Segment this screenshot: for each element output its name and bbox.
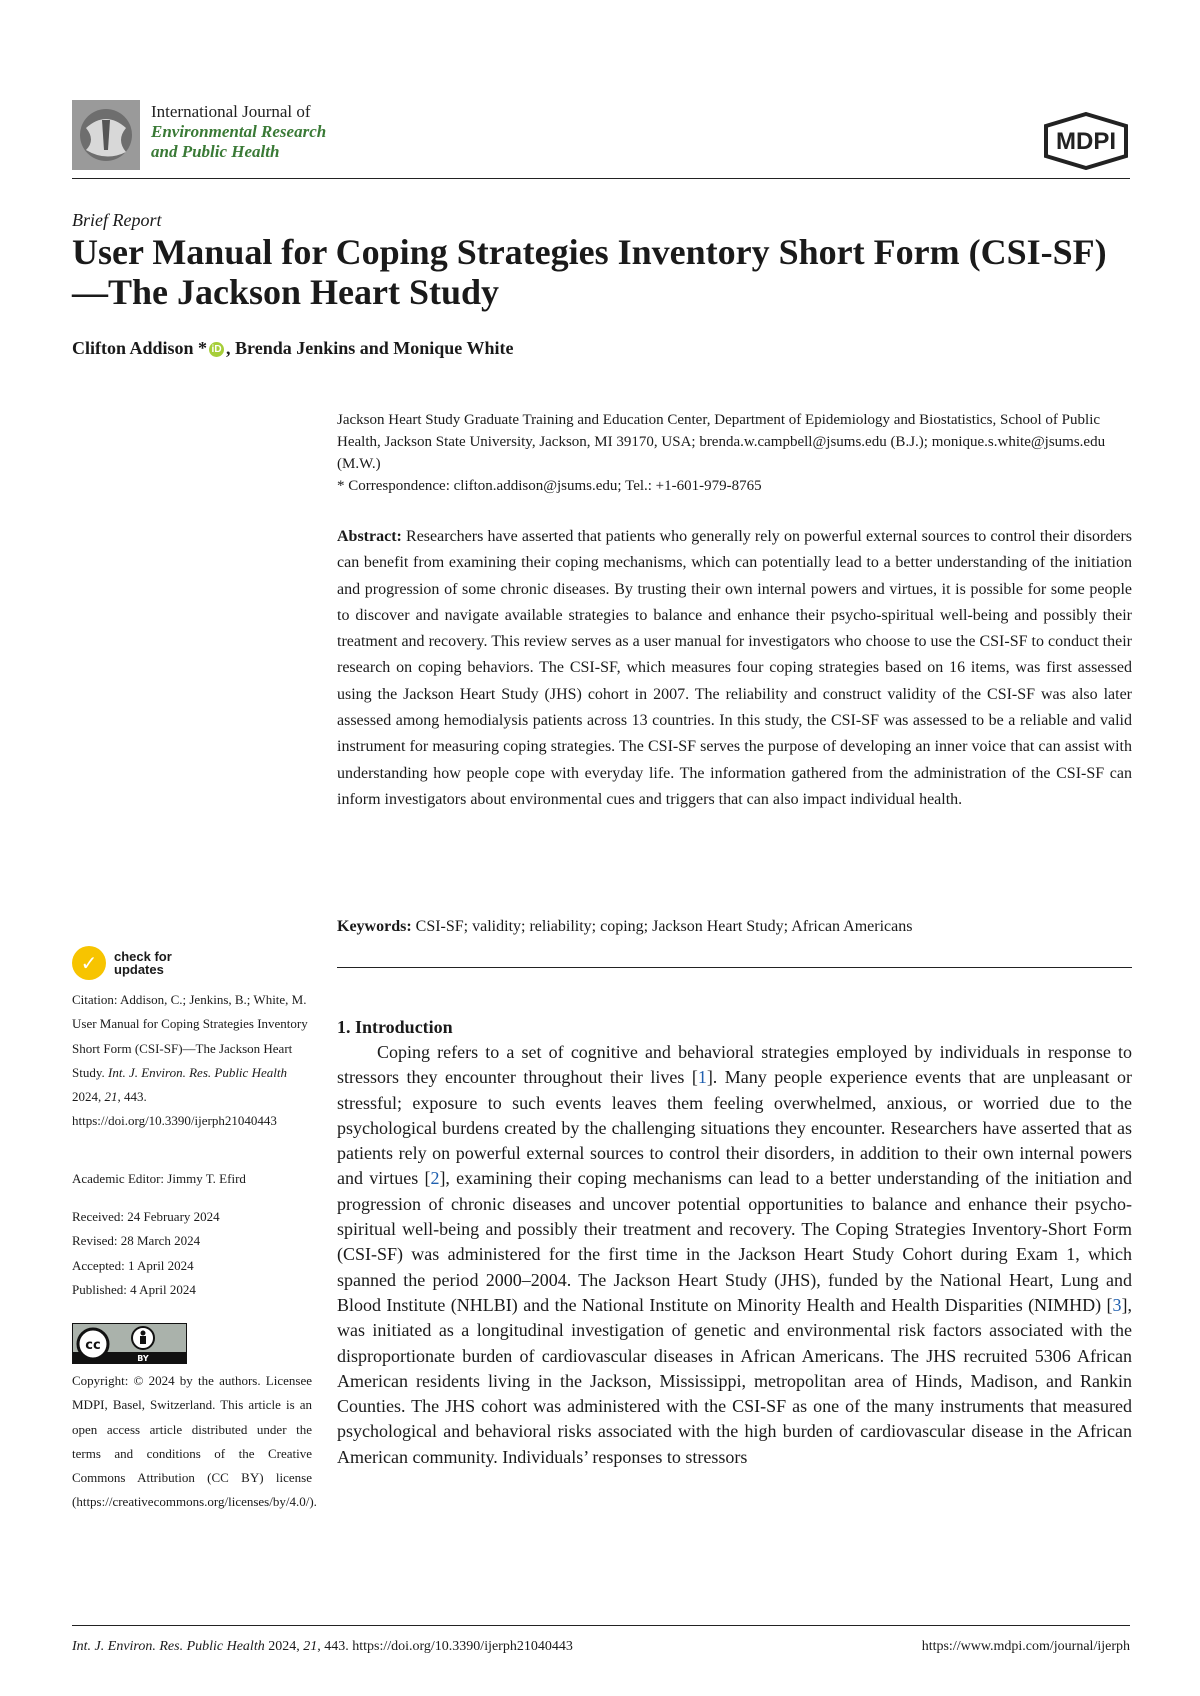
journal-name-line2: Environmental Research (151, 122, 327, 141)
author-others: , Brenda Jenkins and Monique White (226, 338, 514, 358)
footer-citation (72, 1639, 573, 1655)
keywords-label: Keywords: (337, 918, 412, 935)
journal-emblem-icon (72, 100, 140, 170)
abstract-label: Abstract: (337, 528, 402, 545)
footer-volume: 21 (303, 1639, 318, 1654)
footer-year: 2024, (264, 1639, 304, 1654)
footer-journal: Int. J. Environ. Res. Public Health (72, 1639, 265, 1654)
cc-by-icon (73, 1324, 186, 1363)
correspondence: * Correspondence: clifton.addison@jsums.edu; Tel.: +1-601-979-8765 (337, 478, 762, 494)
journal-url-link[interactable]: https://www.mdpi.com/journal/ijerph (921, 1639, 1130, 1654)
article-title: User Manual for Coping Strategies Inventory Short Form (CSI-SF)—The Jackson Heart Study (72, 232, 1107, 312)
citation-volume: 21 (104, 1089, 118, 1105)
date-accepted: Accepted: 1 April 2024 (72, 1257, 194, 1273)
section-divider (337, 967, 1132, 968)
journal-name-line1: International Journal of (151, 102, 311, 121)
mdpi-logo (1042, 112, 1130, 170)
keywords-text: CSI-SF; validity; reliability; coping; Jackson Heart Study; African Americans (415, 918, 913, 935)
introduction-paragraph (337, 1040, 1132, 1470)
body-text-2: ]. Many people experience events that are unpleasant or stressful; exposure to such events leaves them feeling overwhelmed, anxious, or worried due to the psychological burdens created by the challenging situations they encounter. Researchers have asserted that as patients rely on powerful external sources to control their disorders, in addition to their own internal powers and virtues [ (337, 1067, 1132, 1189)
citation-doi[interactable]: , 443. https://doi.org/10.3390/ijerph21040443 (72, 1089, 277, 1129)
citation-year: 2024, (72, 1089, 105, 1105)
citation (72, 988, 312, 1134)
check-label-line1: check for (114, 949, 172, 964)
orcid-icon[interactable]: iD (209, 342, 224, 357)
reference-link-2[interactable]: 2 (430, 1168, 440, 1189)
by-icon-text: BY (137, 1354, 149, 1363)
reference-link-1[interactable]: 1 (697, 1067, 707, 1088)
cc-icon-text: cc (85, 1338, 101, 1353)
abstract-text: Researchers have asserted that patients who generally rely on powerful external sources to control their disorders can benefit from examining their coping mechanisms, which can potentially lead to a better understanding of the initiation and progression of some chronic diseases. By trusting their own internal powers and virtues, it is possible for some people to discover and navigate available strategies to balance and enhance their psycho-spiritual well-being and possibly their treatment and recovery. This review serves as a user manual for investigators who choose to use the CSI-SF to conduct their research on coping behaviors. The CSI-SF, which measures four coping strategies based on 16 items, was first assessed using the Jackson Heart Study (JHS) cohort in 2007. The reliability and construct validity of the CSI-SF was also later assessed among hemodialysis patients across 13 countries. In this study, the CSI-SF was assessed to be a reliable and valid instrument for measuring coping strategies. The CSI-SF serves the purpose of developing an inner voice that can assist with understanding how people cope with everyday life. The information gathered from the administration of the CSI-SF can inform investigators about environmental cues and triggers that can also impact individual health. (337, 528, 1132, 808)
author-list (72, 338, 513, 359)
cc-by-license-badge[interactable] (72, 1323, 187, 1364)
check-for-updates-label (114, 950, 172, 976)
affiliation (337, 409, 1132, 497)
date-published: Published: 4 April 2024 (72, 1281, 196, 1297)
abstract (337, 524, 1132, 813)
publication-dates (72, 1205, 312, 1302)
mdpi-logo-text: MDPI (1056, 128, 1116, 155)
reference-link-3[interactable]: 3 (1112, 1294, 1122, 1315)
date-revised: Revised: 28 March 2024 (72, 1233, 201, 1249)
mdpi-logo-icon (1042, 112, 1130, 170)
citation-text: Citation: Addison, C.; Jenkins, B.; White, M. User Manual for Coping Strategies Inventory Short Form (CSI-SF)—The Jackson Heart Study. (72, 992, 308, 1080)
journal-name-line3: and Public Health (151, 142, 280, 161)
checkmark-icon: ✓ (72, 946, 106, 980)
body-text-1: Coping refers to a set of cognitive and behavioral strategies employed by individuals in response to stressors they encounter throughout their lives [ (337, 1042, 1132, 1088)
body-text-3: ], examining their coping mechanisms can lead to a better understanding of the initiation and progression of chronic diseases and uncover potential opportunities to balance and enhance their psycho-spiritual well-being and possibly their treatment and recovery. The Coping Strategies Inventory-Short Form (CSI-SF) was administered for the first time in the Jackson Heart Study Cohort during Exam 1, which spanned the period 2000–2004. The Jackson Heart Study (JHS), funded by the National Heart, Lung and Blood Institute (NHLBI) and the National Institute on Minority Health and Health Disparities (NIMHD) [ (337, 1168, 1132, 1315)
citation-journal: Int. J. Environ. Res. Public Health (108, 1064, 287, 1080)
copyright-notice: Copyright: © 2024 by the authors. Licensee MDPI, Basel, Switzerland. This article is an open access article distributed under the terms and conditions of the Creative Commons Attribution (CC BY) license (https://creativecommons.org/licenses/by/4.0/). (72, 1373, 317, 1510)
footer-divider (72, 1625, 1130, 1626)
keywords (337, 918, 1132, 936)
section-heading: 1. Introduction (337, 1017, 453, 1037)
header-divider (72, 178, 1130, 179)
article-type: Brief Report (72, 210, 162, 230)
author-primary[interactable]: Clifton Addison * (72, 338, 208, 358)
academic-editor: Academic Editor: Jimmy T. Efird (72, 1171, 246, 1186)
journal-name (151, 102, 326, 162)
affiliation-text: Jackson Heart Study Graduate Training and Education Center, Department of Epidemiology and Biostatistics, School of Public Health, Jackson State University, Jackson, MI 39170, USA; brenda.w.campbell@jsums.edu (B.J.); monique.s.white@jsums.edu (M.W.) (337, 412, 1106, 472)
journal-logo (72, 100, 140, 170)
check-label-line2: updates (114, 962, 164, 977)
check-for-updates-button[interactable] (72, 946, 172, 980)
footer-doi[interactable]: , 443. https://doi.org/10.3390/ijerph21040443 (317, 1639, 573, 1654)
body-text-4: ], was initiated as a longitudinal investigation of genetic and environmental risk factors associated with the disproportionate burden of cardiovascular diseases in African Americans. The JHS recruited 5306 African American residents living in the Jackson, Mississippi, metropolitan area of Hinds, Madison, and Rankin Counties. The JHS cohort was administered with the CSI-SF as one of the many instruments that measured psychological and behavioral risks associated with the high burden of cardiovascular disease in the African American community. Individuals’ responses to stressors (337, 1294, 1132, 1467)
date-received: Received: 24 February 2024 (72, 1209, 220, 1224)
